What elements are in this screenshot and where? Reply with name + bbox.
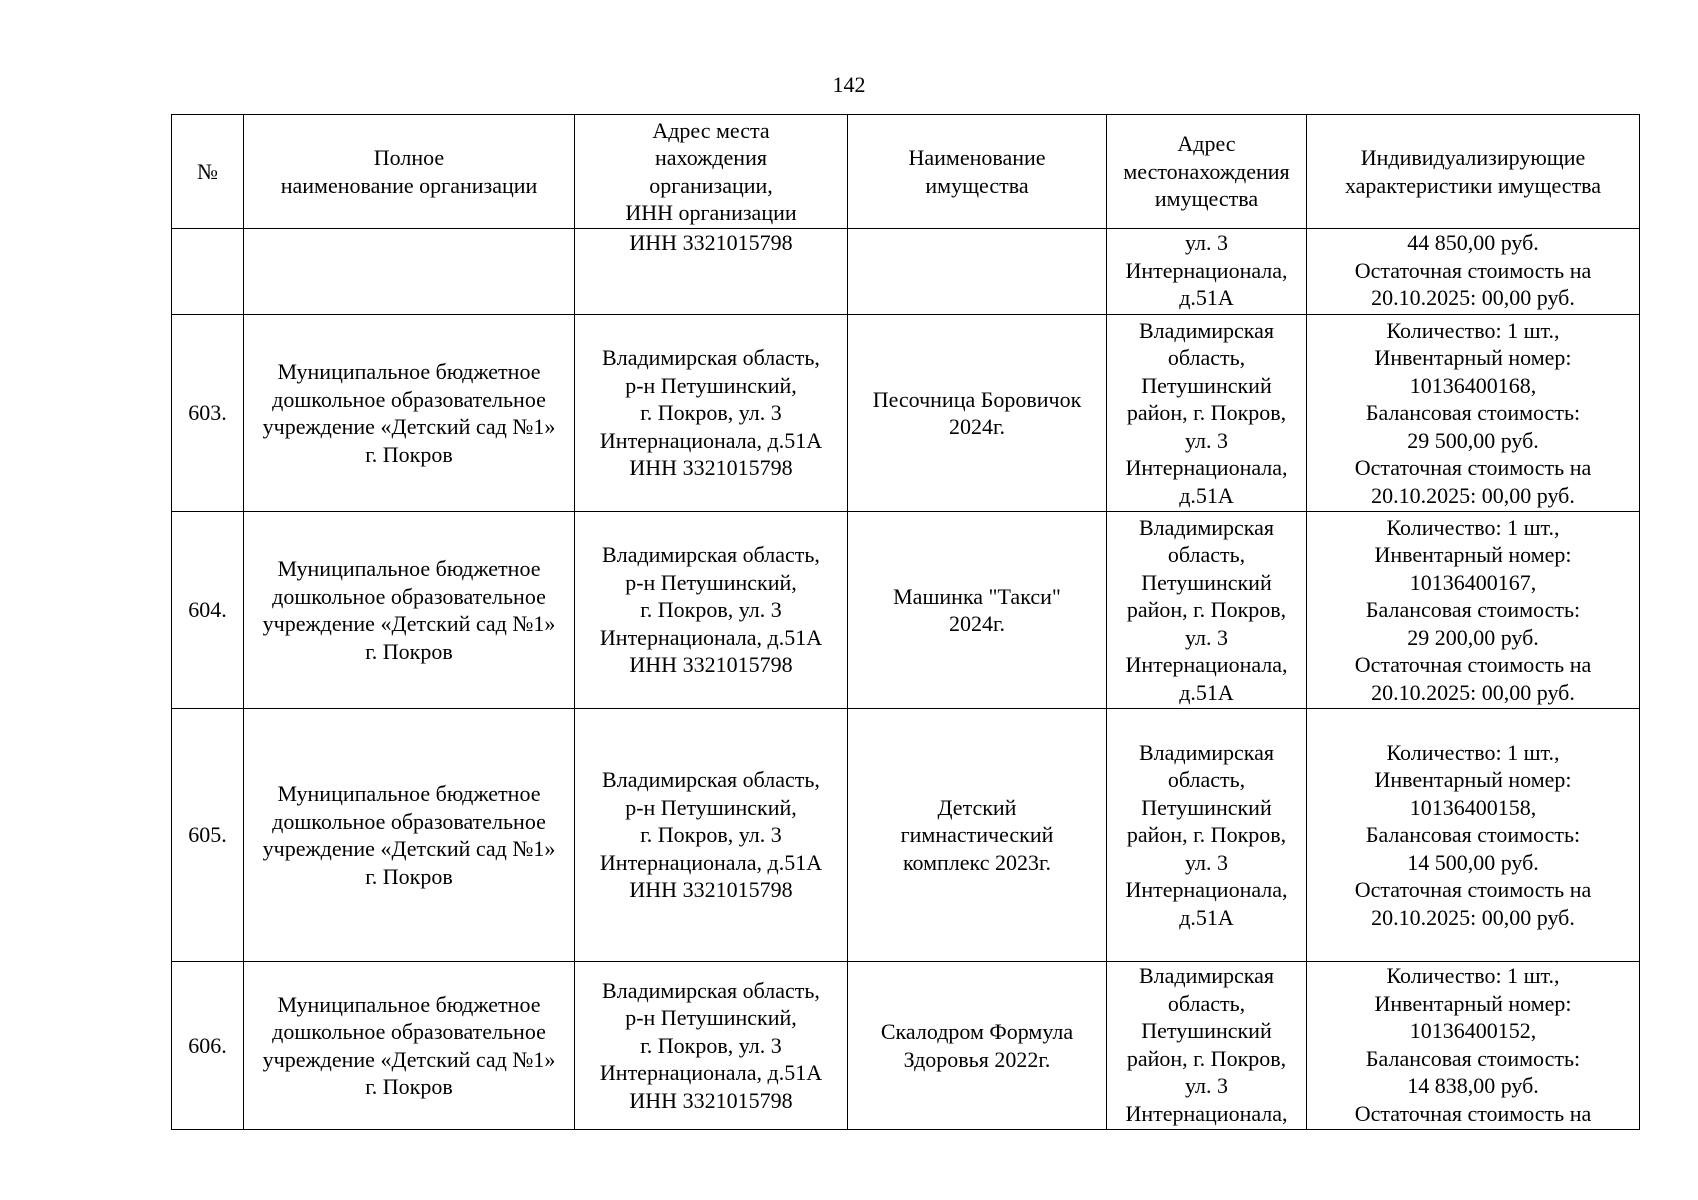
header-organization-name: Полное наименование организации	[244, 115, 575, 229]
header-property-characteristics: Индивидуализирующие характеристики имущества	[1307, 115, 1640, 229]
table-row-605	[172, 709, 1640, 962]
cell-organization-address: Владимирская область, р-н Петушинский, г. Покров, ул. 3 Интернационала, д.51А ИНН 3321015798	[575, 962, 848, 1130]
header-row	[172, 115, 1640, 229]
cell-property-name: Скалодром Формула Здоровья 2022г.	[848, 962, 1107, 1130]
header-number: №	[172, 115, 244, 229]
cell-organization-name	[244, 229, 575, 315]
property-registry-table	[171, 114, 1640, 1130]
table-row-606	[172, 962, 1640, 1130]
cell-organization-name: Муниципальное бюджетное дошкольное образовательное учреждение «Детский сад №1» г. Покров	[244, 512, 575, 709]
cell-property-location: Владимирская область, Петушинский район, г. Покров, ул. 3 Интернационала, д.51А	[1107, 512, 1307, 709]
table-header	[172, 115, 1640, 229]
table-row-603	[172, 315, 1640, 512]
cell-property-name: Песочница Боровичок 2024г.	[848, 315, 1107, 512]
cell-number	[172, 229, 244, 315]
cell-property-location: Владимирская область, Петушинский район, г. Покров, ул. 3 Интернационала,	[1107, 962, 1307, 1130]
cell-property-name: Машинка "Такси" 2024г.	[848, 512, 1107, 709]
cell-property-characteristics: Количество: 1 шт., Инвентарный номер: 10136400167, Балансовая стоимость: 29 200,00 руб. Остаточная стоимость на 20.10.2025: 00,00 руб.	[1307, 512, 1640, 709]
cell-property-characteristics: 44 850,00 руб. Остаточная стоимость на 20.10.2025: 00,00 руб.	[1307, 229, 1640, 315]
cell-organization-address: Владимирская область, р-н Петушинский, г. Покров, ул. 3 Интернационала, д.51А ИНН 3321015798	[575, 709, 848, 962]
table-body	[172, 229, 1640, 1130]
cell-organization-address: ИНН 3321015798	[575, 229, 848, 315]
cell-organization-name: Муниципальное бюджетное дошкольное образовательное учреждение «Детский сад №1» г. Покров	[244, 315, 575, 512]
cell-number: 606.	[172, 962, 244, 1130]
cell-number: 603.	[172, 315, 244, 512]
header-organization-address: Адрес места нахождения организации, ИНН организации	[575, 115, 848, 229]
header-property-name: Наименование имущества	[848, 115, 1107, 229]
cell-property-location: Владимирская область, Петушинский район, г. Покров, ул. 3 Интернационала, д.51А	[1107, 315, 1307, 512]
cell-organization-address: Владимирская область, р-н Петушинский, г. Покров, ул. 3 Интернационала, д.51А ИНН 3321015798	[575, 512, 848, 709]
cell-property-characteristics: Количество: 1 шт., Инвентарный номер: 10136400158, Балансовая стоимость: 14 500,00 руб. Остаточная стоимость на 20.10.2025: 00,00 руб.	[1307, 709, 1640, 962]
cell-property-characteristics: Количество: 1 шт., Инвентарный номер: 10136400152, Балансовая стоимость: 14 838,00 руб. Остаточная стоимость на	[1307, 962, 1640, 1130]
table-row-continuation	[172, 229, 1640, 315]
cell-number: 604.	[172, 512, 244, 709]
cell-organization-address: Владимирская область, р-н Петушинский, г. Покров, ул. 3 Интернационала, д.51А ИНН 3321015798	[575, 315, 848, 512]
cell-property-characteristics: Количество: 1 шт., Инвентарный номер: 10136400168, Балансовая стоимость: 29 500,00 руб. Остаточная стоимость на 20.10.2025: 00,00 руб.	[1307, 315, 1640, 512]
cell-property-name	[848, 229, 1107, 315]
cell-property-name: Детский гимнастический комплекс 2023г.	[848, 709, 1107, 962]
cell-property-location: ул. 3 Интернационала, д.51А	[1107, 229, 1307, 315]
cell-organization-name: Муниципальное бюджетное дошкольное образовательное учреждение «Детский сад №1» г. Покров	[244, 709, 575, 962]
cell-property-location: Владимирская область, Петушинский район, г. Покров, ул. 3 Интернационала, д.51А	[1107, 709, 1307, 962]
page-number: 142	[832, 72, 866, 97]
header-property-location: Адрес местонахождения имущества	[1107, 115, 1307, 229]
table-row-604	[172, 512, 1640, 709]
cell-organization-name: Муниципальное бюджетное дошкольное образовательное учреждение «Детский сад №1» г. Покров	[244, 962, 575, 1130]
cell-number: 605.	[172, 709, 244, 962]
